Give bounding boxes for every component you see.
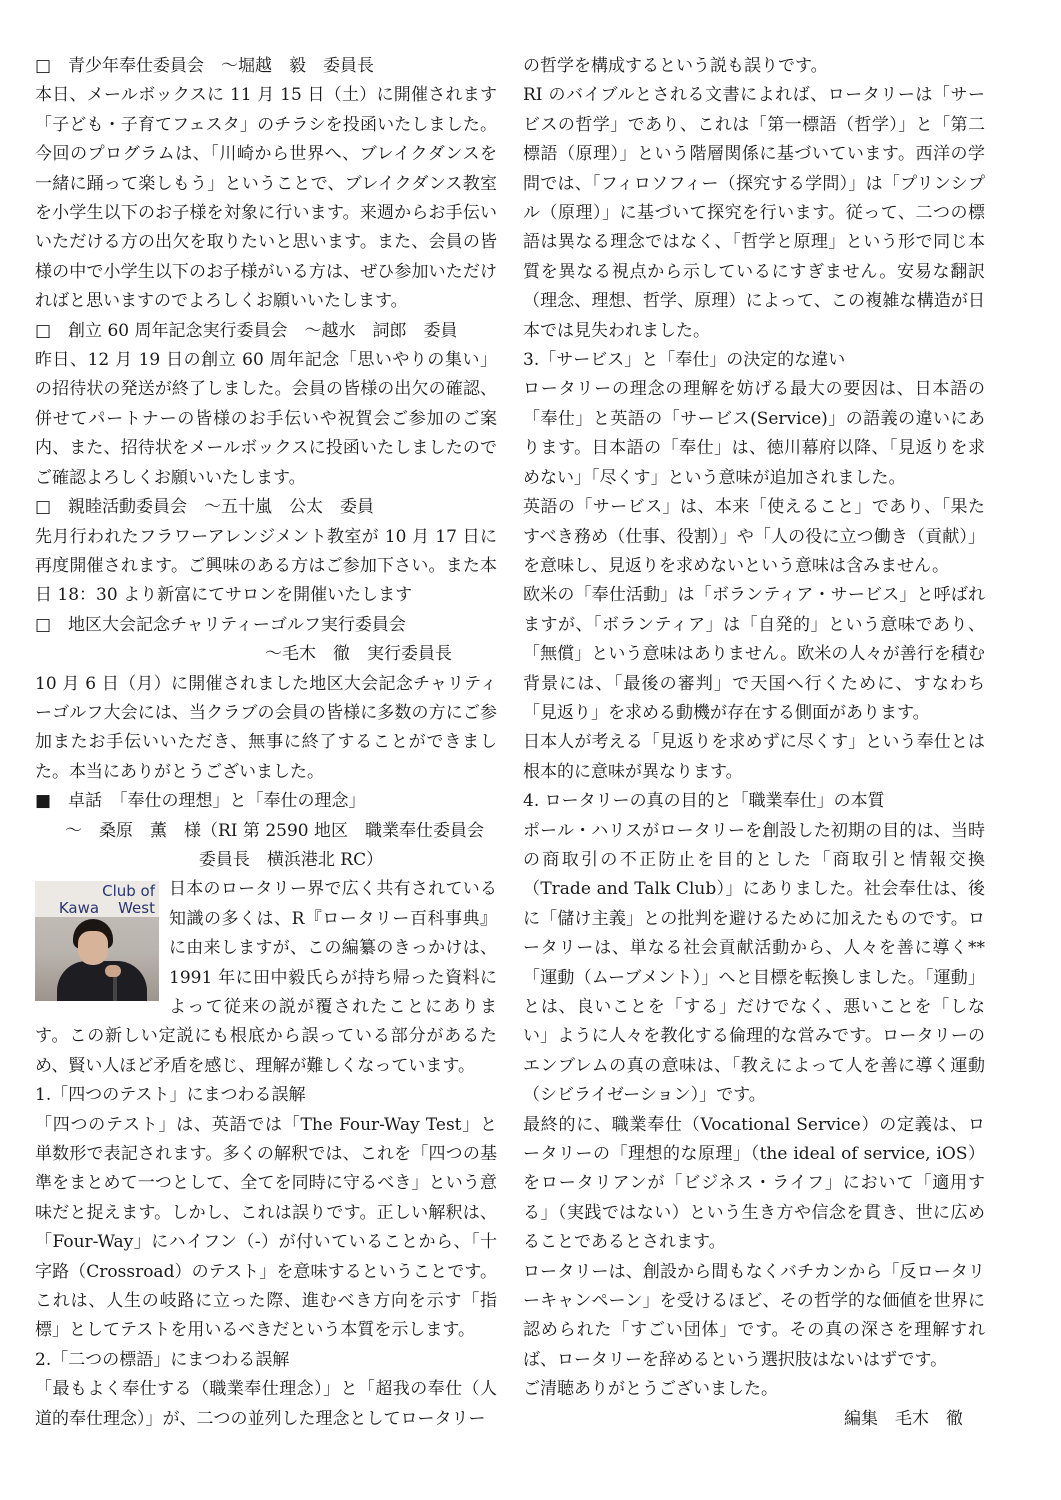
body-service-vs-houshi-1: ロータリーの理念の理解を妨げる最大の要因は、日本語の「奉仕」と英語の「サービス(Service)」の語義の違いにあります。日本語の「奉仕」は、徳川幕府以降、「見返りを求めない」「尽くす」という意味が追加されました。 bbox=[523, 379, 985, 488]
body-two-mottos: 「最もよく奉仕する（職業奉仕理念）」と「超我の奉仕（人道的奉仕理念）」が、二つの並列した理念としてロータリー bbox=[35, 1379, 497, 1429]
body-service-vs-houshi-2: 英語の「サービス」は、本来「使えること」であり、「果たすべき務め（仕事、役割）」や「人の役に立つ働き（貢献）」を意味し、見返りを求めないという意味は含みません。 bbox=[523, 497, 985, 576]
body-service-vs-houshi-3: 欧米の「奉仕活動」は「ボランティア・サービス」と呼ばれますが、「ボランティア」は「自発的」という意味であり、「無償」という意味はありません。欧米の人々が善行を積む背景には、「最後の審判」で天国へ行くために、すなわち「見返り」を求める動機が存在する側面があります。 bbox=[523, 585, 985, 723]
photo-speaker-body bbox=[57, 961, 147, 1001]
talk-intro: 日本のロータリー界で広く共有されている知識の多くは、R『ロータリー百科事典』に由来しますが、この編纂のきっかけは、1991 年に田中毅氏らが持ち帰った資料によって従来の説が覆されたことにあります。この新しい定説にも根底から誤っている部分があるため、賢い人ほど矛盾を感じ、理解が難しくなっています。 bbox=[35, 879, 497, 1076]
photo-speaker-face bbox=[78, 931, 108, 965]
editor-credit: 編集 毛木 徹 bbox=[844, 1408, 963, 1429]
body-service-vs-houshi-4: 日本人が考える「見返りを求めずに尽くす」という奉仕とは根本的に意味が異なります。 bbox=[523, 732, 985, 782]
left-column bbox=[35, 52, 497, 1434]
photo-sign-text: Club of Kawa West bbox=[58, 882, 155, 918]
section-body-fellowship: 先月行われたフラワーアレンジメント教室が 10 月 17 日に再度開催されます。ご興味のある方はご参加下さい。また本日 18：30 より新富にてサロンを開催いたします bbox=[35, 526, 497, 606]
photo-speaker-hand bbox=[105, 965, 121, 977]
section-subheading-charity-golf: 〜毛木 徹 実行委員長 bbox=[265, 644, 452, 665]
section-body-youth-service: 本日、メールボックスに 11 月 15 日（土）に開催されます「子ども・子育てフェスタ」のチラシを投函いたしました。今回のプログラムは、「川崎から世界へ、ブレイクダンスを一緒に踊って楽しもう」ということで、ブレイクダンス教室を小学生以下のお子様を対象に行います。来週からお手伝いいただける方の出欠を取りたいと思います。また、会員の皆様の中で小学生以下のお子様がいる方は、ぜひ参加いただければと思いますのでよろしくお願いいたします。 bbox=[35, 85, 497, 312]
subheading-two-mottos: 2.「二つの標語」にまつわる誤解 bbox=[35, 1349, 290, 1370]
subheading-service-vs-houshi: 3.「サービス」と「奉仕」の決定的な違い bbox=[523, 350, 846, 371]
section-heading-charity-golf: □ 地区大会記念チャリティーゴルフ実行委員会 bbox=[35, 614, 406, 635]
talk-speaker-line1: 〜 桑原 薫 様（RI 第 2590 地区 職業奉仕委員会 bbox=[65, 820, 484, 841]
body-true-purpose-3: ロータリーは、創設から間もなくバチカンから「反ロータリーキャンペーン」を受けるほど、その哲学的な価値を世界に認められた「すごい団体」です。その真の深さを理解すれば、ロータリーを辞めるという選択肢はないはずです。 bbox=[523, 1261, 985, 1370]
closing-thanks: ご清聴ありがとうございました。 bbox=[523, 1379, 778, 1400]
talk-heading: ■ 卓話 「奉仕の理想」と「奉仕の理念」 bbox=[35, 791, 366, 812]
section-body-charity-golf: 10 月 6 日（月）に開催されました地区大会記念チャリティーゴルフ大会には、当クラブの会員の皆様に多数の方にご参加またお手伝いいただき、無事に終了することができました。本当にありがとうございました。 bbox=[35, 673, 497, 782]
speaker-photo bbox=[35, 881, 159, 1001]
subheading-four-way-test: 1.「四つのテスト」にまつわる誤解 bbox=[35, 1085, 306, 1106]
section-heading-60th-anniversary: □ 創立 60 周年記念実行委員会 〜越水 詞郎 委員 bbox=[35, 320, 458, 341]
section-heading-fellowship: □ 親睦活動委員会 〜五十嵐 公太 委員 bbox=[35, 497, 375, 518]
body-true-purpose-2: 最終的に、職業奉仕（Vocational Service）の定義は、ロータリーの「理想的な原理」（the ideal of service, iOS）をロータリアンが「ビジネス・ライフ」において「適用する」（実践ではない）という生き方や信念を貫き、世に広めることであるとされます。 bbox=[523, 1114, 985, 1253]
talk-speaker-line2: 委員長 横浜港北 RC） bbox=[198, 849, 384, 870]
body-four-way-test: 「四つのテスト」は、英語では「The Four-Way Test」と単数形で表記されます。多くの解釈では、これを「四つの基準をまとめて一つとして、全てを同時に守るべき」という意味だと捉えます。しかし、これは誤りです。正しい解釈は、「Four-Way」にハイフン（-）が付いていることから、「十字路（Crossroad）のテスト」を意味するということです。これは、人生の岐路に立った際、進むべき方向を示す「指標」としてテストを用いるべきだという本質を示します。 bbox=[35, 1114, 497, 1341]
body-true-purpose-1: ポール・ハリスがロータリーを創設した初期の目的は、当時の商取引の不正防止を目的とした「商取引と情報交換（Trade and Talk Club）」にありました。社会奉仕は、後に「儲け主義」との批判を避けるために加えたものです。ロータリーは、単なる社会貢献活動から、人々を善に導く**「運動（ムーブメント）」へと目標を転換しました。「運動」とは、良いことを「する」だけでなく、悪いことを「しない」ように人々を教化する倫理的な営みです。ロータリーのエンブレムの真の意味は、「教えによって人を善に導く運動（シビライゼーション）」です。 bbox=[523, 820, 985, 1106]
right-column bbox=[523, 52, 985, 1434]
body-two-mottos-continued: の哲学を構成するという説も誤りです。 bbox=[523, 56, 828, 76]
section-body-60th-anniversary: 昨日、12 月 19 日の創立 60 周年記念「思いやりの集い」の招待状の発送が終了しました。会員の皆様の出欠の確認、併せてパートナーの皆様のお手伝いや祝賀会ご参加のご案内、また、招待状をメールボックスに投函いたしましたのでご確認よろしくお願いいたします。 bbox=[35, 350, 497, 488]
section-heading-youth-service: □ 青少年奉仕委員会 〜堀越 毅 委員長 bbox=[35, 56, 375, 76]
body-two-mottos-2: RI のバイブルとされる文書によれば、ロータリーは「サービスの哲学」であり、これは「第一標語（哲学）」と「第二標語（原理）」という階層関係に基づいています。西洋の学問では、「フィロソフィー（探究する学問）」は「プリンシプル（原理）」に基づいて探究を行います。従って、二つの標語は異なる理念ではなく、「哲学と原理」という形で同じ本質を異なる視点から示しているにすぎません。安易な翻訳（理念、理想、哲学、原理）によって、この複雑な構造が日本では見失われました。 bbox=[523, 85, 985, 341]
subheading-true-purpose: 4. ロータリーの真の目的と「職業奉仕」の本質 bbox=[523, 791, 885, 812]
